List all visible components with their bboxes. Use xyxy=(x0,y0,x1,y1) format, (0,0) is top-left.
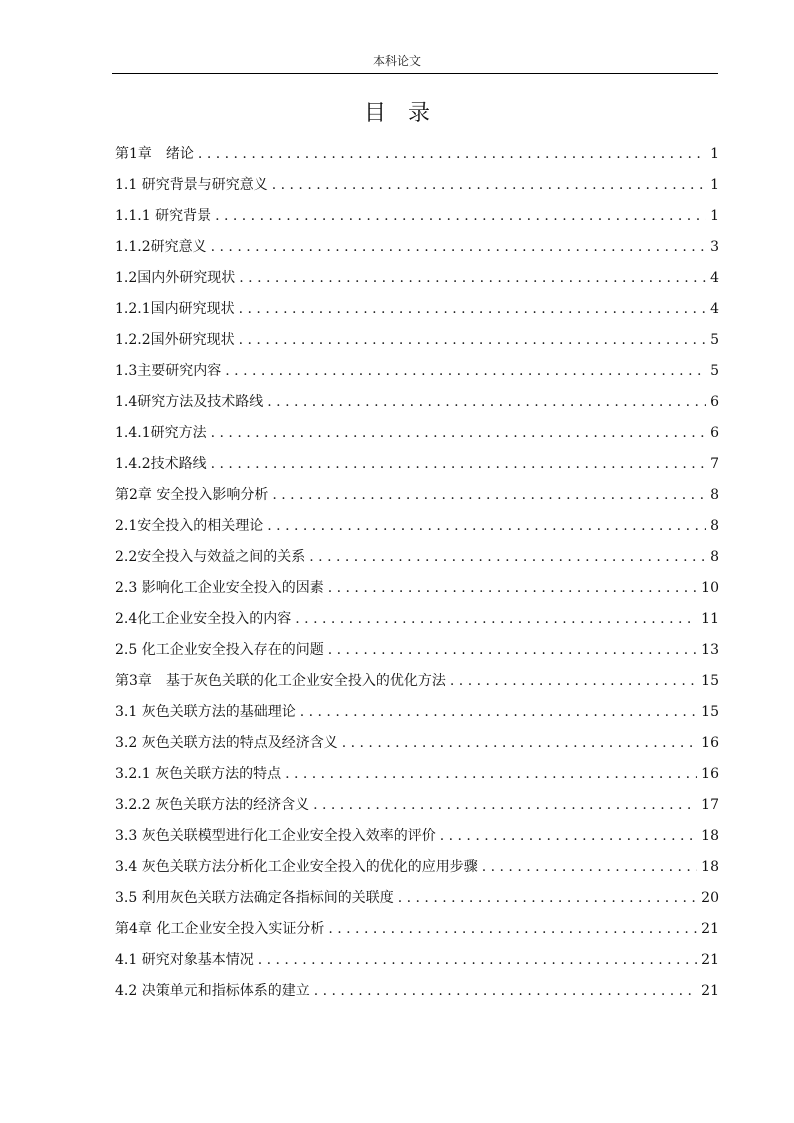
toc-entry-label: 第1章 绪论 xyxy=(115,146,194,162)
toc-entry-label: 2.3 影响化工企业安全投入的因素 xyxy=(115,580,324,596)
toc-dot-leader xyxy=(450,666,697,697)
toc-entry[interactable] xyxy=(115,449,719,480)
toc-entry[interactable] xyxy=(115,294,719,325)
toc-entry-page-number: 10 xyxy=(701,580,719,596)
toc-dot-leader xyxy=(313,790,697,821)
toc-entry[interactable] xyxy=(115,976,719,1007)
toc-dot-leader xyxy=(198,139,706,170)
toc-entry-page-number: 8 xyxy=(710,487,719,503)
toc-entry[interactable] xyxy=(115,356,719,387)
toc-entry-page-number: 20 xyxy=(701,890,719,906)
toc-entry-page-number: 21 xyxy=(701,983,719,999)
toc-entry-label: 1.1 研究背景与研究意义 xyxy=(115,177,268,193)
toc-dot-leader xyxy=(267,387,706,418)
header-divider xyxy=(112,73,718,74)
toc-entry-label: 1.2.1国内研究现状 xyxy=(115,301,235,317)
toc-dot-leader xyxy=(239,325,706,356)
toc-dot-leader xyxy=(398,883,697,914)
toc-entry-page-number: 6 xyxy=(710,425,719,441)
toc-dot-leader xyxy=(328,573,697,604)
toc-dot-leader xyxy=(285,759,697,790)
toc-dot-leader xyxy=(342,728,697,759)
toc-dot-leader xyxy=(211,232,706,263)
toc-dot-leader xyxy=(239,294,706,325)
toc-entry-label: 1.1.1 研究背景 xyxy=(115,208,212,224)
toc-entry-page-number: 7 xyxy=(710,456,719,472)
toc-entry[interactable] xyxy=(115,139,719,170)
toc-entry[interactable] xyxy=(115,914,719,945)
toc-dot-leader xyxy=(440,821,697,852)
toc-entry-page-number: 6 xyxy=(710,394,719,410)
toc-entry-label: 2.2安全投入与效益之间的关系 xyxy=(115,549,306,565)
toc-entry-label: 3.2.2 灰色关联方法的经济含义 xyxy=(115,797,310,813)
toc-dot-leader xyxy=(328,914,697,945)
toc-entry[interactable] xyxy=(115,697,719,728)
toc-entry[interactable] xyxy=(115,759,719,790)
toc-entry-label: 1.3主要研究内容 xyxy=(115,363,222,379)
toc-entry-page-number: 11 xyxy=(701,611,719,627)
toc-entry-page-number: 8 xyxy=(710,518,719,534)
toc-entry-label: 2.5 化工企业安全投入存在的问题 xyxy=(115,642,324,658)
toc-dot-leader xyxy=(314,976,697,1007)
toc-dot-leader xyxy=(211,449,706,480)
toc-entry[interactable] xyxy=(115,325,719,356)
toc-entry-page-number: 13 xyxy=(701,642,719,658)
toc-entry-page-number: 3 xyxy=(710,239,719,255)
toc-entry-page-number: 1 xyxy=(710,177,719,193)
toc-entry-label: 1.1.2研究意义 xyxy=(115,239,207,255)
toc-entry-page-number: 4 xyxy=(710,301,719,317)
toc-dot-leader xyxy=(272,170,706,201)
toc-entry-page-number: 21 xyxy=(701,952,719,968)
toc-entry-page-number: 8 xyxy=(710,549,719,565)
toc-entry-page-number: 16 xyxy=(701,735,719,751)
toc-entry[interactable] xyxy=(115,201,719,232)
toc-entry[interactable] xyxy=(115,573,719,604)
toc-entry[interactable] xyxy=(115,542,719,573)
toc-dot-leader xyxy=(225,356,706,387)
toc-entry-label: 4.1 研究对象基本情况 xyxy=(115,952,254,968)
toc-entry-page-number: 15 xyxy=(701,704,719,720)
toc-entry-label: 2.1安全投入的相关理论 xyxy=(115,518,264,534)
table-of-contents xyxy=(115,139,719,1007)
toc-entry-page-number: 5 xyxy=(710,363,719,379)
toc-entry-label: 1.4.2技术路线 xyxy=(115,456,207,472)
toc-entry[interactable] xyxy=(115,821,719,852)
toc-entry-page-number: 18 xyxy=(701,828,719,844)
toc-entry-page-number: 15 xyxy=(701,673,719,689)
toc-entry-label: 1.4.1研究方法 xyxy=(115,425,207,441)
toc-entry-page-number: 1 xyxy=(710,208,719,224)
toc-entry[interactable] xyxy=(115,852,719,883)
toc-entry[interactable] xyxy=(115,511,719,542)
toc-entry-page-number: 4 xyxy=(710,270,719,286)
toc-entry-page-number: 16 xyxy=(701,766,719,782)
toc-entry[interactable] xyxy=(115,170,719,201)
toc-dot-leader xyxy=(211,418,706,449)
toc-entry[interactable] xyxy=(115,232,719,263)
toc-entry[interactable] xyxy=(115,263,719,294)
toc-entry[interactable] xyxy=(115,480,719,511)
running-header: 本科论文 xyxy=(372,54,421,68)
toc-entry[interactable] xyxy=(115,883,719,914)
toc-entry-label: 3.2 灰色关联方法的特点及经济含义 xyxy=(115,735,338,751)
toc-entry-page-number: 18 xyxy=(701,859,719,875)
toc-entry-label: 第4章 化工企业安全投入实证分析 xyxy=(115,921,325,937)
toc-entry[interactable] xyxy=(115,945,719,976)
toc-entry-page-number: 21 xyxy=(701,921,719,937)
toc-entry[interactable] xyxy=(115,387,719,418)
toc-entry-label: 2.4化工企业安全投入的内容 xyxy=(115,611,292,627)
toc-dot-leader xyxy=(295,604,697,635)
toc-entry-label: 3.1 灰色关联方法的基础理论 xyxy=(115,704,296,720)
toc-dot-leader xyxy=(482,852,697,883)
toc-entry[interactable] xyxy=(115,635,719,666)
toc-entry-label: 1.4研究方法及技术路线 xyxy=(115,394,264,410)
toc-entry[interactable] xyxy=(115,604,719,635)
toc-dot-leader xyxy=(239,263,706,294)
toc-entry[interactable] xyxy=(115,418,719,449)
toc-entry-label: 4.2 决策单元和指标体系的建立 xyxy=(115,983,310,999)
toc-entry-label: 1.2国内外研究现状 xyxy=(115,270,236,286)
toc-entry-page-number: 5 xyxy=(710,332,719,348)
toc-entry[interactable] xyxy=(115,666,719,697)
toc-entry-label: 3.2.1 灰色关联方法的特点 xyxy=(115,766,282,782)
toc-entry-page-number: 1 xyxy=(710,146,719,162)
toc-entry-label: 3.5 利用灰色关联方法确定各指标间的关联度 xyxy=(115,890,394,906)
toc-entry-label: 第2章 安全投入影响分析 xyxy=(115,487,269,503)
toc-dot-leader xyxy=(309,542,706,573)
toc-dot-leader xyxy=(267,511,706,542)
toc-entry[interactable] xyxy=(115,728,719,759)
toc-dot-leader xyxy=(272,480,706,511)
toc-dot-leader xyxy=(300,697,697,728)
toc-entry-label: 1.2.2国外研究现状 xyxy=(115,332,235,348)
toc-dot-leader xyxy=(258,945,697,976)
toc-dot-leader xyxy=(215,201,706,232)
toc-dot-leader xyxy=(328,635,697,666)
toc-entry-label: 3.3 灰色关联模型进行化工企业安全投入效率的评价 xyxy=(115,828,436,844)
toc-entry-label: 3.4 灰色关联方法分析化工企业安全投入的优化的应用步骤 xyxy=(115,859,478,875)
toc-title: 目录 xyxy=(363,101,452,126)
toc-entry[interactable] xyxy=(115,790,719,821)
toc-entry-label: 第3章 基于灰色关联的化工企业安全投入的优化方法 xyxy=(115,673,446,689)
toc-entry-page-number: 17 xyxy=(701,797,719,813)
